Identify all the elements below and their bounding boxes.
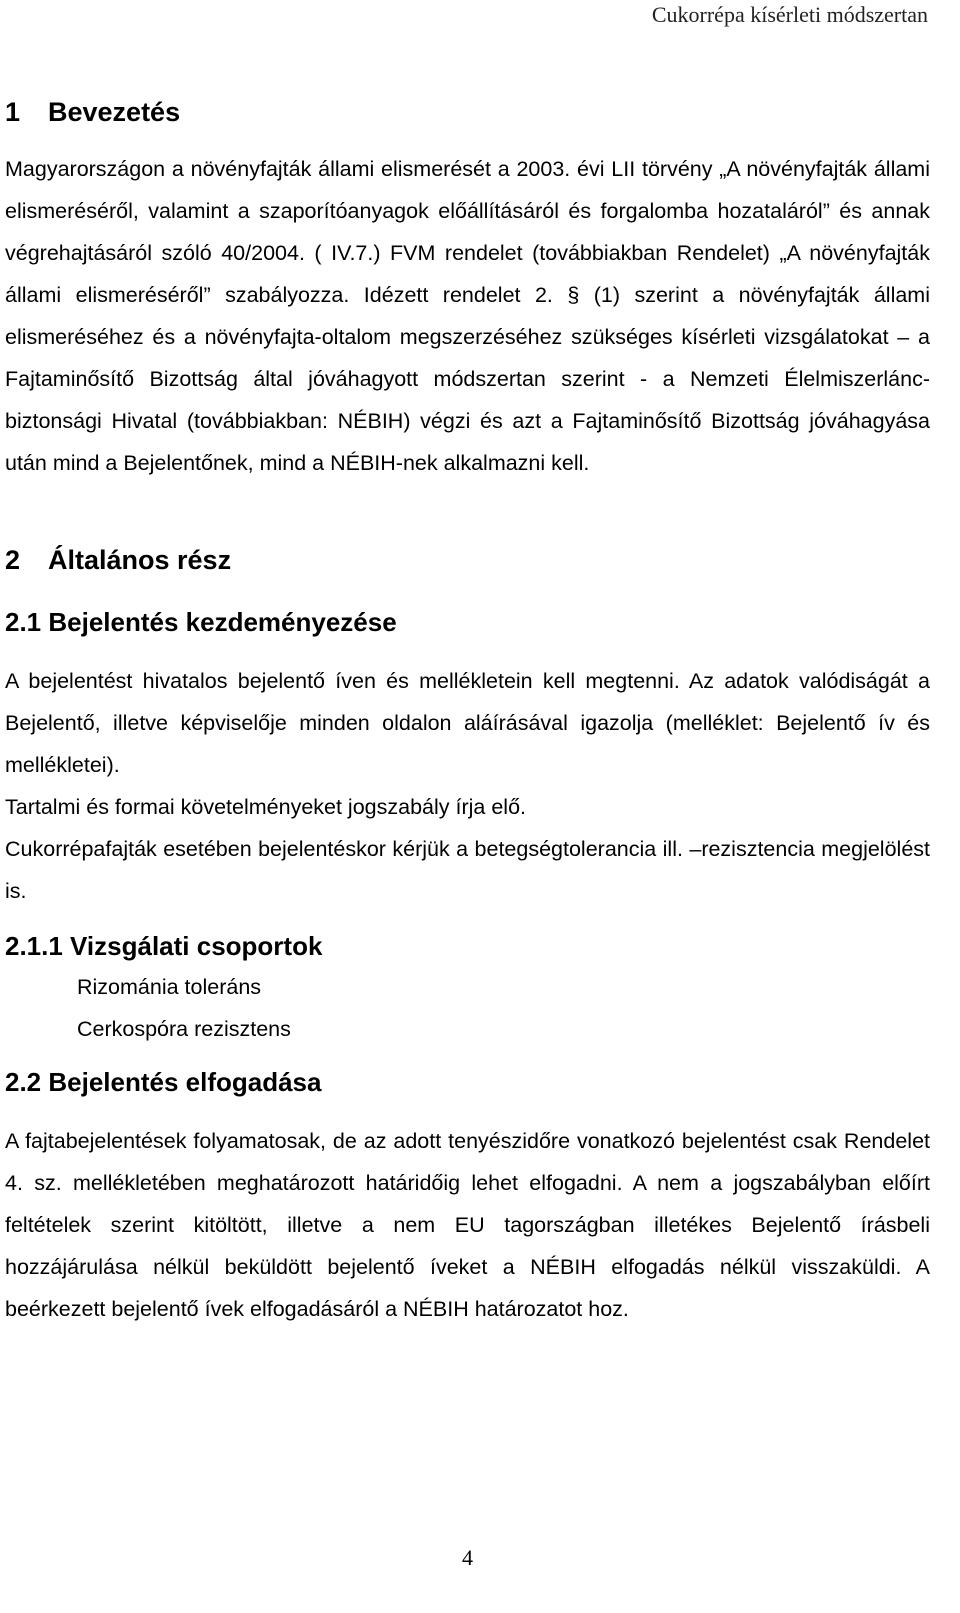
section-1-heading [5, 92, 930, 132]
intro-paragraph: Magyarországon a növényfajták állami elismerését a 2003. évi LII törvény „A növényfajták állami elismeréséről, valamint a szaporítóanyagok előállításáról és forgalomba hozataláról” és annak végrehajtásáról szóló 40/2004. ( IV.7.) FVM rendelet (továbbiakban Rendelet) „A növényfajták állami elismeréséről” szabályozza. Idézett rendelet 2. § (1) szerint a növényfajták állami elismeréséhez és a növényfajta-oltalom megszerzéséhez szükséges kísérleti vizsgálatokat – a Fajtaminősítő Bizottság által jóváhagyott módszertan szerint - a Nemzeti Élelmiszerlánc-biztonsági Hivatal (továbbiakban: NÉBIH) végzi és azt a Fajtaminősítő Bizottság jóváhagyása után mind a Bejelentőnek, mind a NÉBIH-nek alkalmazni kell. [5, 157, 930, 475]
test-group-item: Rizománia toleráns [77, 975, 262, 999]
document-body [5, 92, 930, 1330]
section-2-1-1-heading: 2.1.1 Vizsgálati csoportok [5, 931, 323, 961]
submission-paragraph: A bejelentést hivatalos bejelentő íven és mellékletein kell megtenni. Az adatok valódiságát a Bejelentő, illetve képviselője minden oldalon aláírásával igazolja (melléklet: Bejelentő ív és mellékletei). [5, 669, 930, 777]
section-2-title: Általános rész [48, 545, 232, 575]
section-1-number: 1 [5, 97, 21, 127]
page-number: 4 [462, 1545, 473, 1570]
requirements-paragraph: Tartalmi és formai követelményeket jogszabály írja elő. [5, 795, 526, 819]
section-2-number: 2 [5, 545, 21, 575]
section-2-heading [5, 540, 930, 580]
acceptance-paragraph: A fajtabejelentések folyamatosak, de az adott tenyészidőre vonatkozó bejelentést csak Rendelet 4. sz. mellékletében meghatározott határidőig lehet elfogadni. A nem a jogszabályban előírt feltételek szerint kitöltött, illetve a nem EU tagországban illetékes Bejelentő írásbeli hozzájárulása nélkül beküldött bejelentő íveket a NÉBIH elfogadás nélkül visszaküldi. A beérkezett bejelentő ívek elfogadásáról a NÉBIH határozatot hoz. [5, 1129, 930, 1321]
test-group-item: Cerkospóra rezisztens [77, 1017, 291, 1041]
section-2-2-heading: 2.2 Bejelentés elfogadása [5, 1067, 322, 1097]
section-1-title: Bevezetés [48, 97, 181, 127]
section-2-1-heading: 2.1 Bejelentés kezdeményezése [5, 607, 397, 637]
sugarbeet-paragraph: Cukorrépafajták esetében bejelentéskor kérjük a betegségtolerancia ill. –rezisztencia megjelölést is. [5, 837, 930, 903]
running-header: Cukorrépa kísérleti módszertan [651, 2, 928, 27]
